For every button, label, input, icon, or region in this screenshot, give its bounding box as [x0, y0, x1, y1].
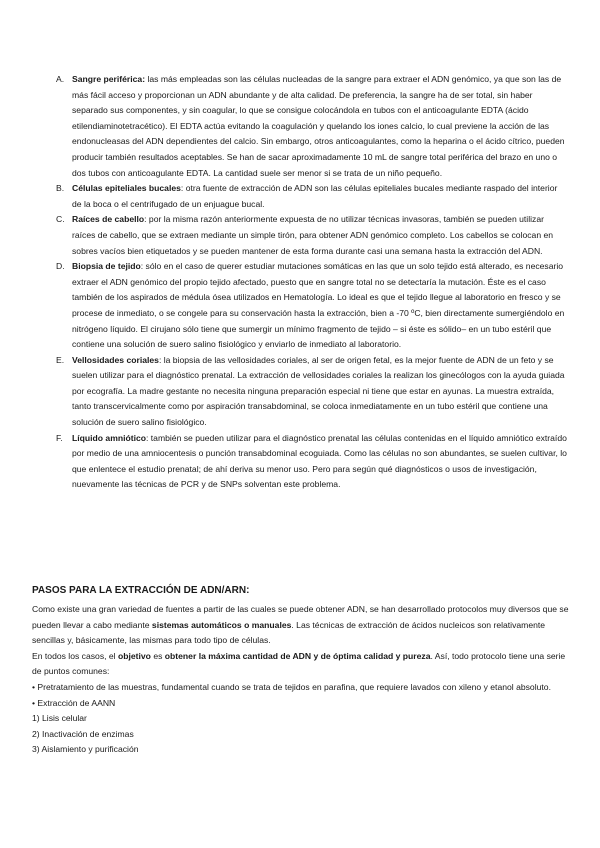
- list-item-d: [56, 259, 568, 353]
- paragraph-text: En todos los casos, el: [32, 650, 118, 661]
- list-marker: F.: [56, 432, 63, 443]
- paragraph-emphasis: sistemas automáticos o manuales: [151, 619, 292, 630]
- paragraph-text: es: [150, 650, 165, 661]
- step-line: • Extracción de AANN: [32, 697, 116, 708]
- list-marker: B.: [56, 183, 65, 194]
- list-term: Raíces de cabello: [72, 214, 145, 225]
- list-text: las más empleadas son las células nucleadas de la sangre para extraer el ADN genómico, ya que son las de más fácil acceso y proporcionan un ADN abundante y de alta calidad. De preferencia, la sangre ha de ser total, sin haber separado sus componentes, y sin coagular, lo que se consigue colocándola en tubos con el anticoagulante EDTA (ácido etilendiaminotetracético). El EDTA actúa evitando la coagulación y quelando los iones calcio, lo cual previene la acción de las endonucleasas del ADN dependientes del calcio. Sin embargo, otros anticoagulantes, como la heparina o el ácido cítrico, pueden producir también resultados aceptables. Se han de sacar aproximadamente 10 mL de sangre total periférica del brazo en uno o dos tubos con anticoagulante EDTA. La cantidad suele ser menor si se trata de un niño pequeño.: [72, 74, 565, 178]
- step-line: • Pretratamiento de las muestras, fundamental cuando se trata de tejidos en parafina, que requiere lavados con xileno y etanol absoluto.: [32, 681, 551, 692]
- section-heading: PASOS PARA LA EXTRACCIÓN DE ADN/ARN:: [32, 585, 250, 596]
- objective-paragraph: [32, 649, 572, 680]
- list-text: : la biopsia de las vellosidades coriales, al ser de origen fetal, es la mejor fuente de ADN de un feto y se suelen utilizar para el diagnóstico prenatal. La extracción de vellosidades coriales la realizan los ginecólogos con la ayuda guiada por ecografía. La madre gestante no necesita ninguna preparación especial ni tiene que estar en ayunas. La muestra extraída, tanto transcervicalmente como por aspiración transabdominal, se coloca inmediatamente en un tubo estéril que contiene una solución de suero salino fisiológico.: [72, 354, 565, 428]
- list-item-b: [56, 181, 568, 212]
- list-term: Vellosidades coriales: [72, 354, 159, 365]
- list-item-f: [56, 431, 568, 493]
- list-text: : otra fuente de extracción de ADN son las células epiteliales bucales mediante raspado del interior de la boca o el centrifugado de un enjuague bucal.: [72, 183, 558, 209]
- step-line: 2) Inactivación de enzimas: [32, 728, 134, 739]
- list-marker: C.: [56, 214, 65, 225]
- list-term: Sangre periférica:: [72, 74, 146, 84]
- step-line: 1) Lisis celular: [32, 713, 87, 724]
- list-term: Biopsia de tejido: [72, 261, 141, 272]
- list-item-c: [56, 212, 568, 259]
- paragraph-emphasis: obtener la máxima cantidad de ADN y de óptima calidad y pureza: [164, 650, 431, 661]
- list-marker: E.: [56, 354, 65, 365]
- list-marker: A.: [56, 74, 65, 84]
- step-line: 3) Aislamiento y purificación: [32, 744, 139, 755]
- list-text: : también se pueden utilizar para el diagnóstico prenatal las células contenidas en el líquido amniótico extraído por medio de una amniocentesis o punción transabdominal ecoguiada. Como las células no son abundantes, se suelen cultivar, lo que enlentece el estudio prenatal; de ahí deriva su menor uso. Pero para según qué diagnósticos o usos de investigación, nuevamente las técnicas de PCR y de SNPs solventan este problema.: [72, 432, 567, 490]
- extraction-steps-section: [32, 584, 572, 758]
- list-marker: D.: [56, 261, 65, 272]
- list-term: Células epiteliales bucales: [72, 183, 181, 194]
- paragraph-text: . Así, todo protocolo tiene una serie de puntos comunes:: [32, 650, 566, 677]
- list-item-e: [56, 353, 568, 431]
- paragraph-emphasis: objetivo: [117, 650, 151, 661]
- intro-paragraph: [32, 602, 572, 649]
- list-text: : por la misma razón anteriormente expuesta de no utilizar técnicas invasoras, también se pueden utilizar raíces de cabello, que se extraen mediante un simple tirón, para obtener ADN genómico completo. Los cabellos se colocan en sobres vacíos bien etiquetados y se pueden mantener de esta forma durante casi una semana hasta la extracción del ADN.: [72, 214, 554, 256]
- paragraph-text: Como existe una gran variedad de fuentes a partir de las cuales se puede obtener ADN, se han desarrollado protocolos muy diversos que se pueden llevar a cabo mediante: [32, 604, 569, 630]
- sample-sources-list: [56, 72, 568, 493]
- list-term: Líquido amniótico: [72, 432, 146, 443]
- list-item-a: [56, 72, 568, 181]
- list-text: : sólo en el caso de querer estudiar mutaciones somáticas en las que un solo tejido está alterado, es necesario extraer el ADN genómico del propio tejido afectado, puesto que en sangre total no se detectaría la mutación. Éste es el caso también de los aspirados de médula ósea utilizados en Hematología. Lo ideal es que el tejido llegue al laboratorio en fresco y se procese de inmediato, o se congele para su conservación hasta la extracción, bien a -70 ºC, bien directamente sumergiéndolo en nitrógeno líquido. El cirujano sólo tiene que sumergir un mínimo fragmento de tejido – si éste es sólido– en un tubo estéril que contiene una solución de suero salino fisiológico y enviarlo de inmediato al laboratorio.: [72, 261, 565, 350]
- paragraph-text: . Las técnicas de extracción de ácidos nucleicos son relativamente sencillas y, básicamente, las mismas para todo tipo de células.: [32, 619, 546, 646]
